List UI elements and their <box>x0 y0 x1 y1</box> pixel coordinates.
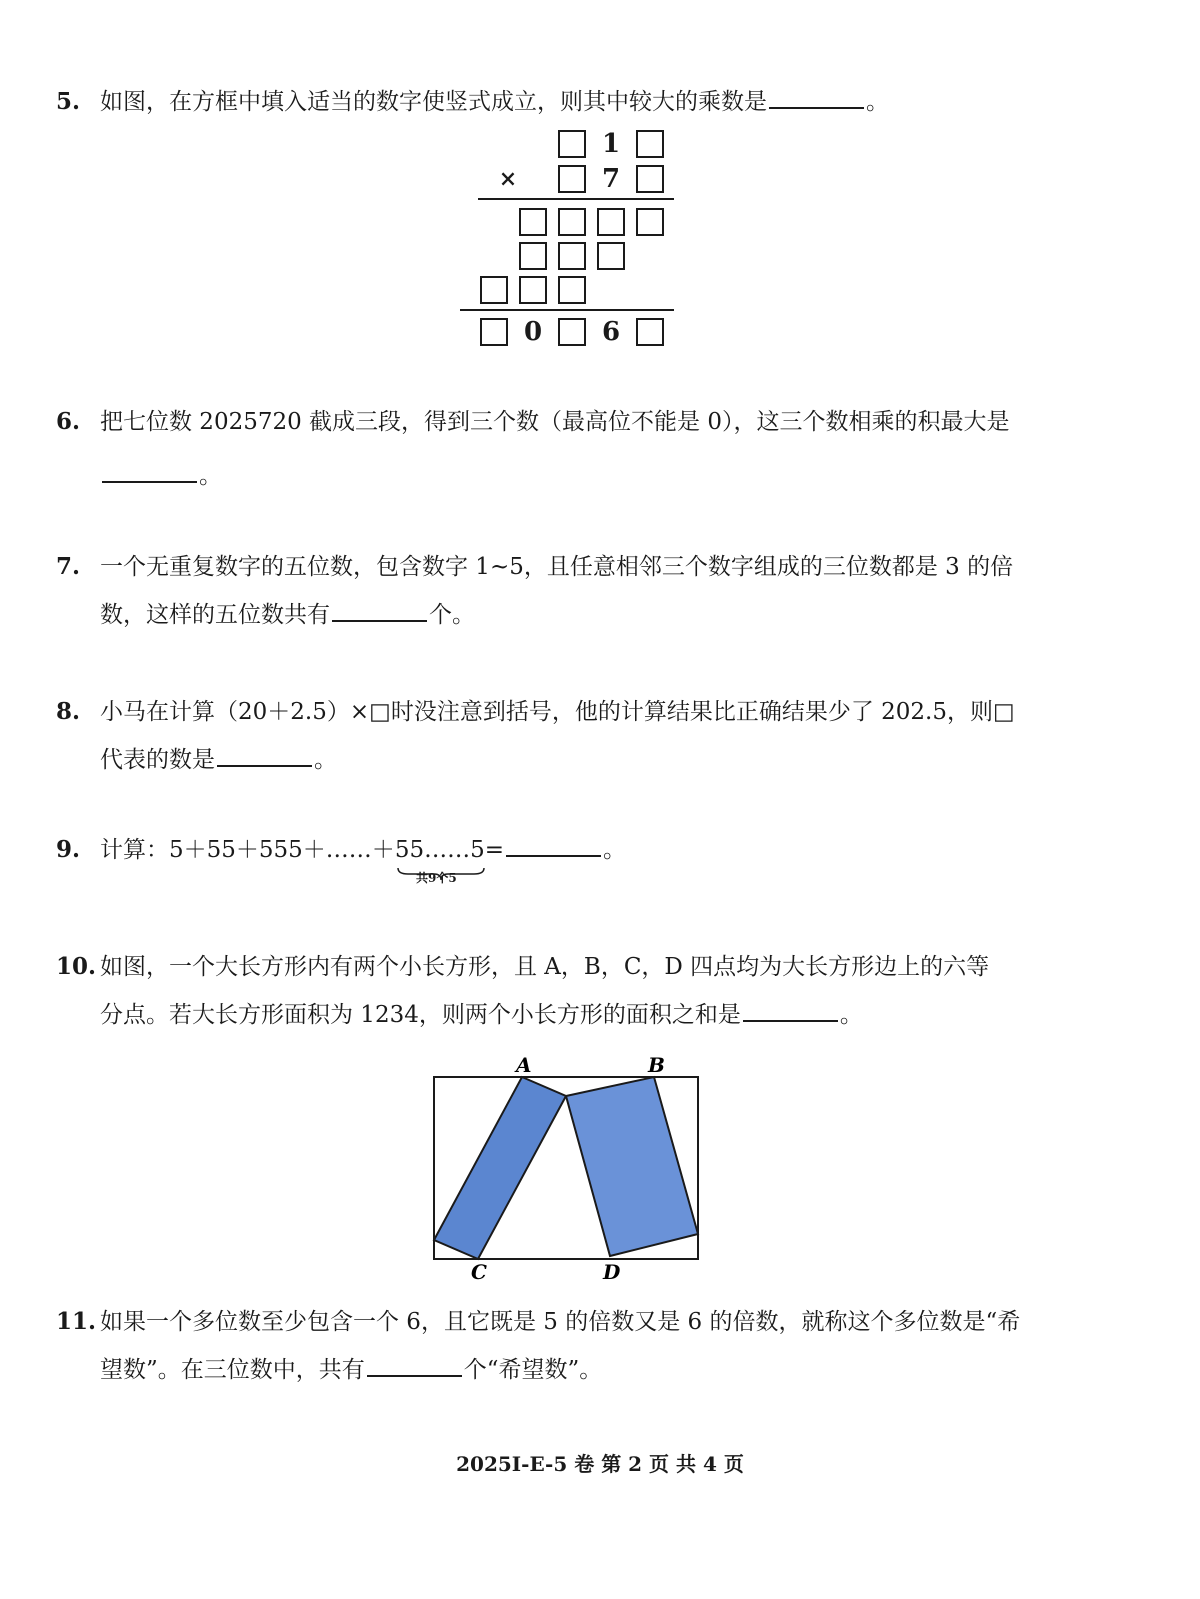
digit-box[interactable] <box>519 276 547 304</box>
digit-box[interactable] <box>519 208 547 236</box>
answer-blank[interactable] <box>332 600 427 622</box>
answer-blank[interactable] <box>367 1355 462 1377</box>
question-number: 9. <box>56 836 81 863</box>
digit-box[interactable] <box>597 208 625 236</box>
point-label-d: D <box>603 1260 621 1282</box>
rectangles-figure <box>420 1052 720 1282</box>
digit-box[interactable] <box>558 242 586 270</box>
question-text: 把七位数 2025720 截成三段，得到三个数（最高位不能是 0），这三个数相乘的积最大是 <box>100 409 1010 435</box>
answer-blank[interactable] <box>102 461 197 483</box>
answer-blank[interactable] <box>506 835 601 857</box>
digit-box[interactable] <box>636 165 664 193</box>
question-text: 计算：5＋55＋555＋……＋ <box>100 837 395 863</box>
divider-line <box>460 309 674 311</box>
question-text: 如图，一个大长方形内有两个小长方形，且 A，B，C，D 四点均为大长方形边上的六等 <box>100 954 990 980</box>
vertical-multiplication <box>470 128 680 348</box>
times-sign: × <box>498 166 518 192</box>
question-number: 5. <box>56 88 81 115</box>
page-footer: 2025I-E-5 卷 第 2 页 共 4 页 <box>456 1452 744 1476</box>
digit-box[interactable] <box>558 276 586 304</box>
point-label-c: C <box>471 1260 487 1282</box>
answer-blank[interactable] <box>743 1000 838 1022</box>
answer-blank[interactable] <box>217 745 312 767</box>
question-8: 8. 小马在计算（20＋2.5）×□时没注意到括号，他的计算结果比正确结果少了 202.5，则□ 代表的数是 。 <box>56 688 1046 784</box>
digit-box[interactable] <box>636 130 664 158</box>
question-11: 11. 如果一个多位数至少包含一个 6，且它既是 5 的倍数又是 6 的倍数，就称这个多位数是“希 望数”。在三位数中，共有 个“希望数”。 <box>56 1298 1046 1394</box>
digit-text: 0 <box>523 317 543 347</box>
last-term: 55……5 <box>394 837 485 863</box>
digit-box[interactable] <box>519 242 547 270</box>
digit-box[interactable] <box>558 318 586 346</box>
digit-box[interactable] <box>558 130 586 158</box>
digit-box[interactable] <box>597 242 625 270</box>
digit-box[interactable] <box>558 165 586 193</box>
question-text: 小马在计算（20＋2.5）×□时没注意到括号，他的计算结果比正确结果少了 202.5，则□ <box>100 699 1015 725</box>
digit-text: 1 <box>601 129 621 159</box>
small-rectangle-left <box>434 1077 566 1259</box>
question-text: 如图，在方框中填入适当的数字使竖式成立，则其中较大的乘数是 <box>100 89 767 115</box>
digit-box[interactable] <box>636 208 664 236</box>
question-number: 10. <box>56 953 97 980</box>
digit-box[interactable] <box>636 318 664 346</box>
small-rectangle-right <box>566 1077 698 1256</box>
brace-label: 共9个5 <box>416 871 457 885</box>
question-7: 7. 一个无重复数字的五位数，包含数字 1~5，且任意相邻三个数字组成的三位数都是 3 的倍 数，这样的五位数共有 个。 <box>56 543 1046 639</box>
digit-box[interactable] <box>480 318 508 346</box>
question-6: 6. 把七位数 2025720 截成三段，得到三个数（最高位不能是 0），这三个数相乘的积最大是 。 <box>56 398 1046 500</box>
question-9: 9. 计算：5＋55＋555＋……＋55……5= 。 共9个5 <box>56 826 1046 874</box>
question-number: 6. <box>56 408 81 435</box>
point-label-b: B <box>648 1053 665 1077</box>
question-number: 8. <box>56 698 81 725</box>
point-label-a: A <box>516 1053 532 1077</box>
question-text: 一个无重复数字的五位数，包含数字 1~5，且任意相邻三个数字组成的三位数都是 3 的倍 <box>100 554 1014 580</box>
question-number: 11. <box>56 1308 97 1335</box>
question-number: 7. <box>56 553 81 580</box>
answer-blank[interactable] <box>769 87 864 109</box>
digit-text: 7 <box>601 164 621 194</box>
question-text: 如果一个多位数至少包含一个 6，且它既是 5 的倍数又是 6 的倍数，就称这个多位数是“希 <box>100 1309 1021 1335</box>
question-10: 10. 如图，一个大长方形内有两个小长方形，且 A，B，C，D 四点均为大长方形边上的六等 分点。若大长方形面积为 1234，则两个小长方形的面积之和是 。 <box>56 943 1046 1039</box>
divider-line <box>478 198 674 200</box>
digit-box[interactable] <box>480 276 508 304</box>
digit-text: 6 <box>601 317 621 347</box>
question-5: 5. 如图，在方框中填入适当的数字使竖式成立，则其中较大的乘数是 。 <box>56 78 1046 126</box>
digit-box[interactable] <box>558 208 586 236</box>
